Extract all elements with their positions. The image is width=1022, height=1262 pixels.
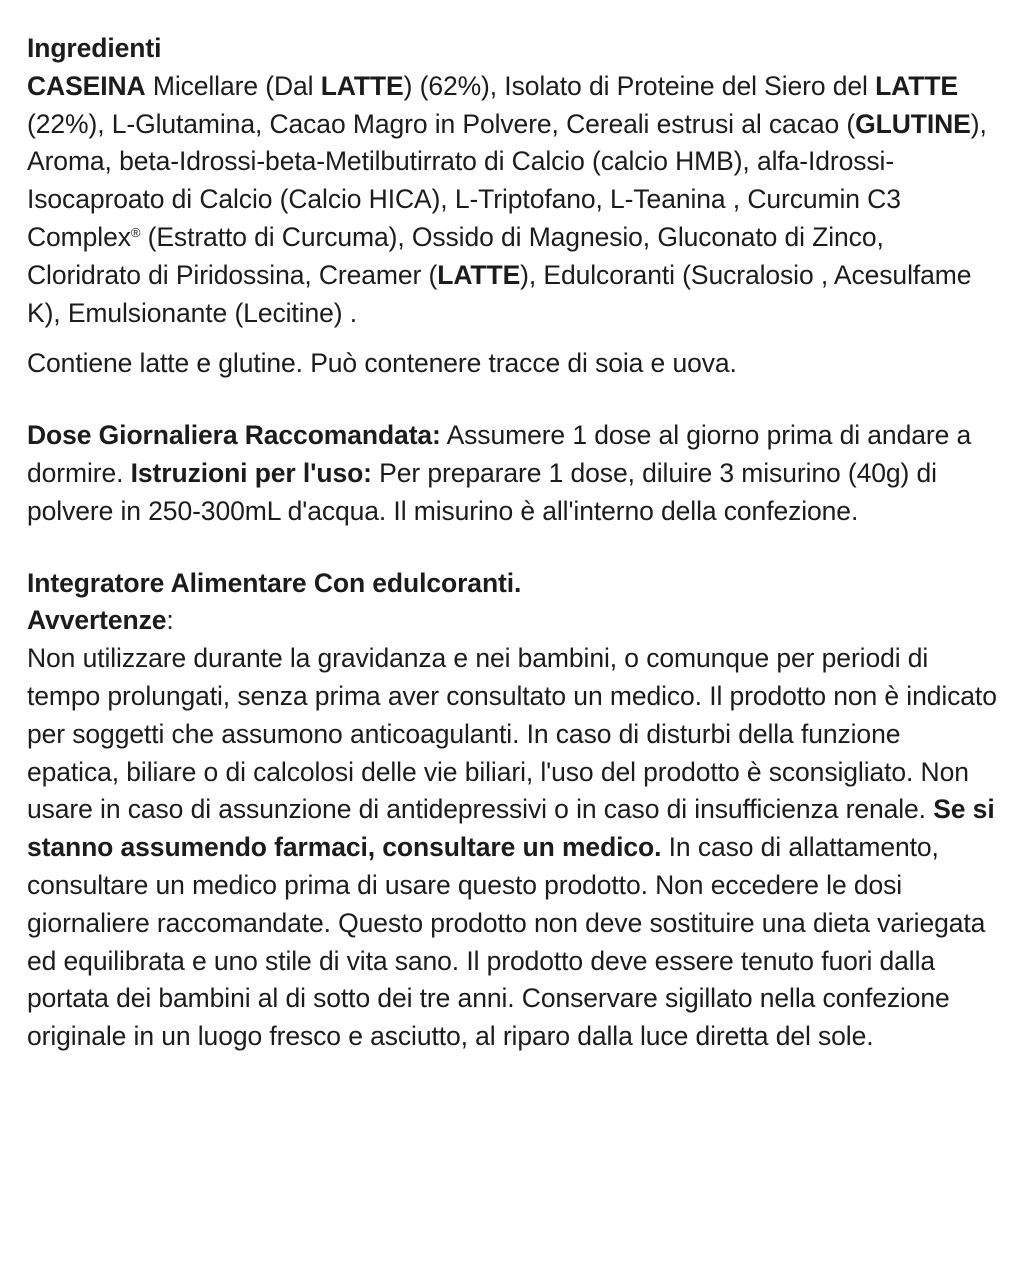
ingredients-section bbox=[27, 30, 997, 332]
ingredient-text: ), Edulcoranti (Sucralosio , Acesulfame K), Emulsionante (Lecitine) . bbox=[27, 259, 972, 328]
allergen-statement: Contiene latte e glutine. Può contenere tracce di soia e uova. bbox=[27, 348, 737, 379]
ingredient-bold: LATTE bbox=[875, 70, 959, 101]
ingredient-bold: GLUTINE bbox=[855, 108, 971, 139]
warnings-bold: Se si stanno assumendo farmaci, consultare un medico. bbox=[27, 794, 995, 863]
ingredient-bold: CASEINA bbox=[27, 70, 146, 101]
ingredient-text: Micellare (Dal bbox=[145, 70, 321, 101]
supplement-section bbox=[27, 565, 997, 1056]
supplement-title: Integratore Alimentare Con edulcoranti. bbox=[27, 567, 522, 598]
ingredient-text: ) (62%), Isolato di Proteine del Siero del bbox=[403, 70, 876, 101]
registered-mark: ® bbox=[130, 224, 141, 240]
instructions-label: Istruzioni per l'uso: bbox=[130, 457, 372, 488]
dose-text: Assumere 1 dose al giorno prima di andare a dormire. bbox=[27, 420, 972, 488]
warnings-text: Non utilizzare durante la gravidanza e nei bambini, o comunque per periodi di tempo prolungati, senza prima aver consultato un medico. Il prodotto non è indicato per soggetti che assumono anticoagulanti. In caso di disturbi della funzione epatica, biliare o di calcolosi delle vie biliari, l'uso del prodotto è sconsigliato. Non usare in caso di assunzione di antidepressivi o in caso di insufficienza renale. Se si stanno assumendo farmaci, consultare un medico. In caso di allattamento, consultare un medico prima di usare questo prodotto. Non eccedere le dosi giornaliere raccomandate. Questo prodotto non deve sostituire una dieta variegata ed equilibrata e uno stile di vita sano. Il prodotto deve essere tenuto fuori dalla portata dei bambini al di sotto dei tre anni. Conservare sigillato nella confezione originale in un luogo fresco e asciutto, al riparo dalla luce diretta del sole. bbox=[27, 643, 997, 1052]
instructions-text: Per preparare 1 dose, diluire 3 misurino (40g) di polvere in 250-300mL d'acqua. Il misurino è all'interno della confezione. bbox=[27, 457, 937, 526]
ingredient-text: ), Aroma, beta-Idrossi-beta-Metilbutirrato di Calcio (calcio HMB), alfa-Idrossi-Isocaproato di Calcio (Calcio HICA), L-Triptofano, L-Teanina , Curcumin C3 Complex bbox=[27, 108, 987, 252]
ingredient-text: (Estratto di Curcuma), Ossido di Magnesio, Gluconato di Zinco, Cloridrato di Piridossina, Creamer ( bbox=[27, 221, 884, 290]
warnings-heading: Avvertenze: bbox=[27, 605, 174, 636]
ingredients-heading: Ingredienti bbox=[27, 33, 162, 63]
ingredients-list bbox=[27, 68, 997, 333]
dose-label: Dose Giornaliera Raccomandata: bbox=[27, 420, 441, 451]
ingredient-bold: LATTE bbox=[437, 259, 521, 290]
product-label-text bbox=[27, 30, 997, 1056]
ingredient-bold: LATTE bbox=[320, 70, 404, 101]
ingredient-text: (22%), L-Glutamina, Cacao Magro in Polvere, Cereali estrusi al cacao ( bbox=[27, 108, 856, 139]
dosage-section bbox=[27, 417, 997, 530]
